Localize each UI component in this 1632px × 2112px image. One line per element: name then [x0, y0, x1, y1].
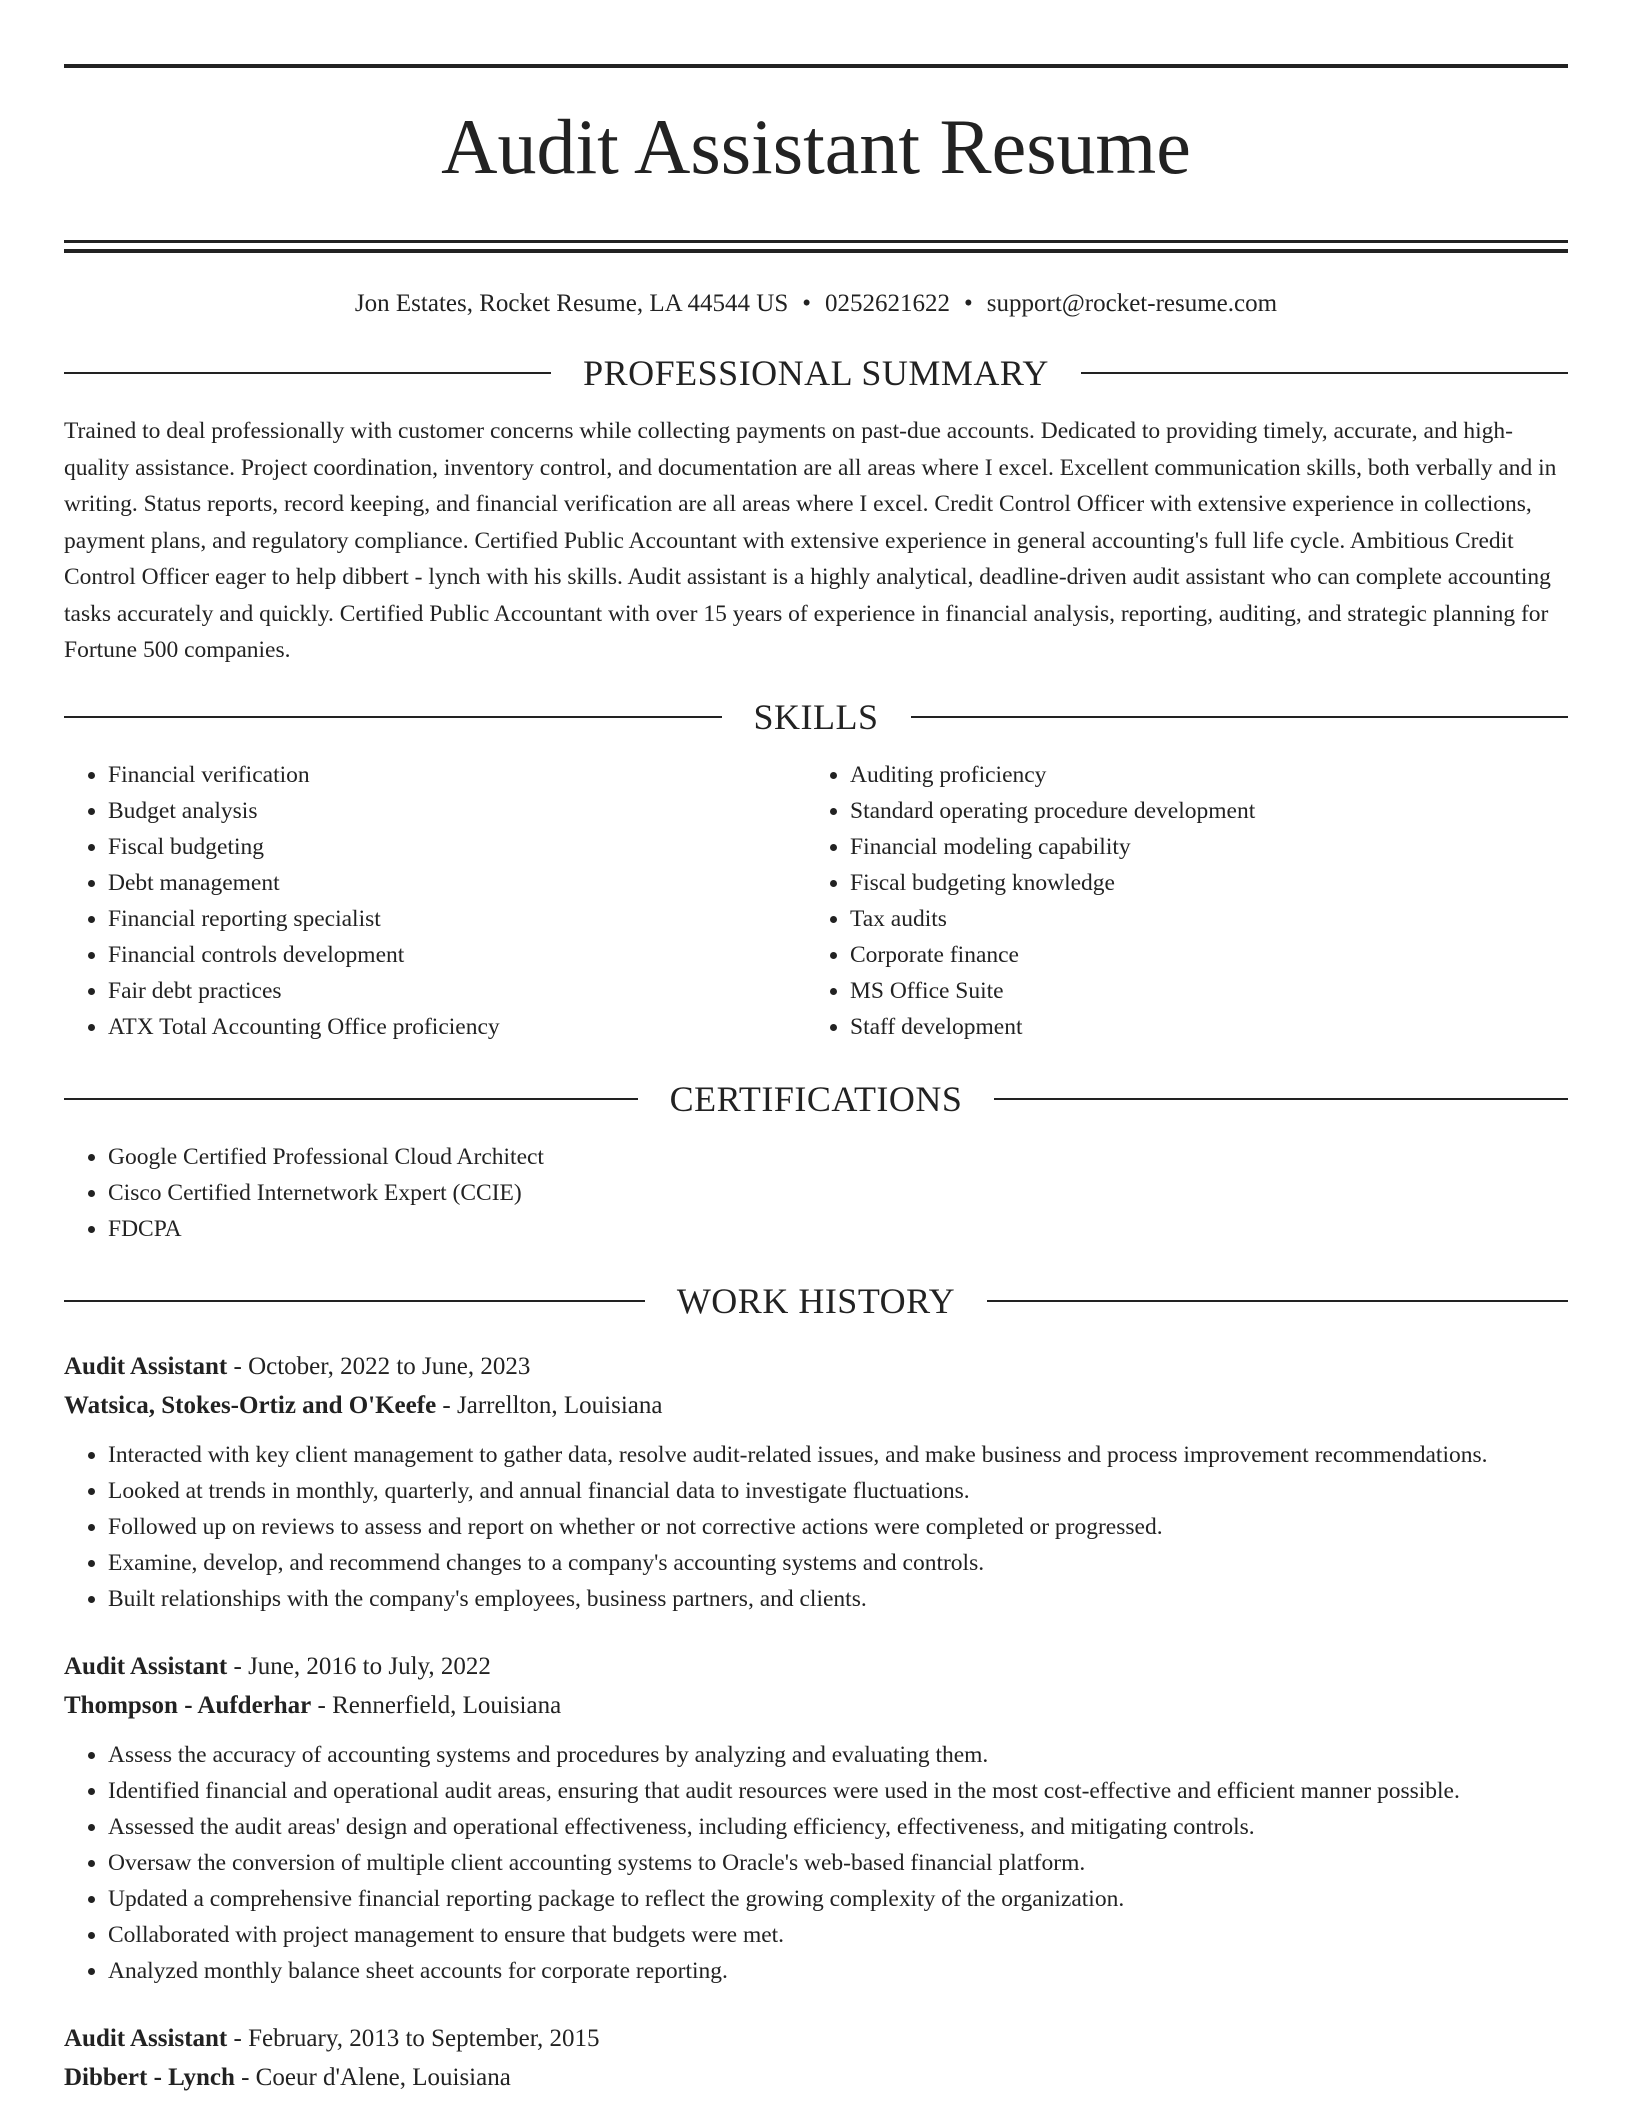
contact-email: support@rocket-resume.com [986, 290, 1278, 317]
list-item: • Financial controls development [108, 937, 806, 973]
list-item: • Standard operating procedure development [850, 793, 1548, 829]
section-title-summary: PROFESSIONAL SUMMARY [583, 353, 1049, 393]
list-item: • Followed up on reviews to assess and report on whether or not corrective actions were completed or progressed. [108, 1509, 1568, 1545]
section-rule-right [987, 1300, 1568, 1302]
list-item: • Analyzed monthly balance sheet accounts for corporate reporting. [108, 1953, 1568, 1989]
job-location: - Coeur d'Alene, Louisiana [234, 2063, 511, 2091]
job-title: Audit Assistant [64, 1652, 228, 1680]
skills-column-right [806, 757, 1548, 1045]
list-item: • MS Office Suite [850, 973, 1548, 1009]
list-item: • Debt management [108, 865, 806, 901]
job-company: Thompson - Aufderhar [64, 1691, 312, 1719]
list-item: • Looked at trends in monthly, quarterly, and annual financial data to investigate fluctuations. [108, 1473, 1568, 1509]
certifications-block [64, 1139, 1568, 1247]
list-item: • Financial modeling capability [850, 829, 1548, 865]
list-item: • Built relationships with the company's employees, business partners, and clients. [108, 1581, 1568, 1617]
contact-separator: • [964, 290, 973, 317]
job-entry [64, 2019, 1568, 2097]
job-company-line [64, 1686, 1568, 1725]
list-item: • Assess the accuracy of accounting systems and procedures by analyzing and evaluating them. [108, 1737, 1568, 1773]
list-item: • ATX Total Accounting Office proficiency [108, 1009, 806, 1045]
list-item: • Auditing proficiency [850, 757, 1548, 793]
skills-column-left [64, 757, 806, 1045]
job-dates: - February, 2013 to September, 2015 [227, 2024, 600, 2052]
section-rule-left [64, 1098, 638, 1100]
resume-page [64, 64, 1568, 2097]
list-item: • Budget analysis [108, 793, 806, 829]
list-item: • Updated a comprehensive financial reporting package to reflect the growing complexity of the organization. [108, 1881, 1568, 1917]
job-title-line [64, 1347, 1568, 1386]
list-item: • Fair debt practices [108, 973, 806, 1009]
section-header-certifications [64, 1078, 1568, 1119]
list-item: • Tax audits [850, 901, 1548, 937]
section-rule-left [64, 372, 551, 374]
list-item: • Interacted with key client management to gather data, resolve audit-related issues, and make business and process improvement recommendations. [108, 1437, 1568, 1473]
section-header-summary [64, 355, 1568, 391]
skills-list-left [64, 757, 806, 1045]
contact-phone: 0252621622 [825, 290, 950, 317]
contact-address: Jon Estates, Rocket Resume, LA 44544 US [354, 290, 789, 317]
section-rule-right [1081, 372, 1568, 374]
list-item: • Corporate finance [850, 937, 1548, 973]
job-title-line [64, 1647, 1568, 1686]
section-header-work-history [64, 1280, 1568, 1321]
list-item: • Assessed the audit areas' design and operational effectiveness, including efficiency, effectiveness, and mitigating controls. [108, 1809, 1568, 1845]
job-entry [64, 1647, 1568, 1989]
section-header-skills [64, 696, 1568, 737]
list-item: • Google Certified Professional Cloud Architect [108, 1139, 1568, 1175]
section-rule-right [994, 1098, 1568, 1100]
skills-list-right [806, 757, 1548, 1045]
job-bullets [64, 1437, 1568, 1617]
list-item: • Collaborated with project management to ensure that budgets were met. [108, 1917, 1568, 1953]
job-dates: - June, 2016 to July, 2022 [227, 1652, 491, 1680]
list-item: • Financial reporting specialist [108, 901, 806, 937]
list-item: • FDCPA [108, 1211, 1568, 1247]
job-company-line [64, 2058, 1568, 2097]
skills-columns [64, 757, 1568, 1045]
contact-line [64, 289, 1568, 319]
section-rule-left [64, 1300, 645, 1302]
job-location: - Jarrellton, Louisiana [436, 1391, 663, 1419]
list-item: • Oversaw the conversion of multiple client accounting systems to Oracle's web-based financial platform. [108, 1845, 1568, 1881]
list-item: • Examine, develop, and recommend changes to a company's accounting systems and controls. [108, 1545, 1568, 1581]
title-double-rule [64, 240, 1568, 253]
section-title-work-history: WORK HISTORY [676, 1280, 956, 1321]
list-item: • Cisco Certified Internetwork Expert (CCIE) [108, 1175, 1568, 1211]
page-title: Audit Assistant Resume [441, 103, 1191, 190]
job-company-line [64, 1386, 1568, 1425]
certifications-list [64, 1139, 1568, 1247]
list-item: • Fiscal budgeting [108, 829, 806, 865]
job-location: - Rennerfield, Louisiana [311, 1691, 562, 1719]
contact-separator: • [802, 290, 811, 317]
job-title: Audit Assistant [64, 2024, 228, 2052]
section-title-skills: SKILLS [753, 696, 879, 737]
job-title: Audit Assistant [64, 1352, 228, 1380]
section-title-certifications: CERTIFICATIONS [669, 1078, 963, 1119]
job-company: Watsica, Stokes-Ortiz and O'Keefe [64, 1391, 437, 1419]
list-item: • Financial verification [108, 757, 806, 793]
section-rule-left [64, 716, 722, 718]
job-dates: - October, 2022 to June, 2023 [227, 1352, 531, 1380]
list-item: • Staff development [850, 1009, 1548, 1045]
work-history-list [64, 1347, 1568, 2097]
list-item: • Fiscal budgeting knowledge [850, 865, 1548, 901]
job-entry [64, 1347, 1568, 1617]
job-company: Dibbert - Lynch [64, 2063, 235, 2091]
job-bullets [64, 1737, 1568, 1989]
section-rule-right [911, 716, 1569, 718]
summary-paragraph: Trained to deal professionally with customer concerns while collecting payments on past-due accounts. Dedicated to providing timely, accurate, and high-quality assistance. Project coordination, inventory control, and documentation are all areas where I excel. Excellent communication skills, both verbally and in writing. Status reports, record keeping, and financial verification are all areas where I excel. Credit Control Officer with extensive experience in collections, payment plans, and regulatory compliance. Certified Public Accountant with extensive experience in general accounting's full life cycle. Ambitious Credit Control Officer eager to help dibbert - lynch with his skills. Audit assistant is a highly analytical, deadline-driven audit assistant who can complete accounting tasks accurately and quickly. Certified Public Accountant with over 15 years of experience in financial analysis, reporting, auditing, and strategic planning for Fortune 500 companies. [64, 418, 1557, 663]
top-rule [64, 64, 1568, 68]
list-item: • Identified financial and operational audit areas, ensuring that audit resources were used in the most cost-effective and efficient manner possible. [108, 1773, 1568, 1809]
job-title-line [64, 2019, 1568, 2058]
